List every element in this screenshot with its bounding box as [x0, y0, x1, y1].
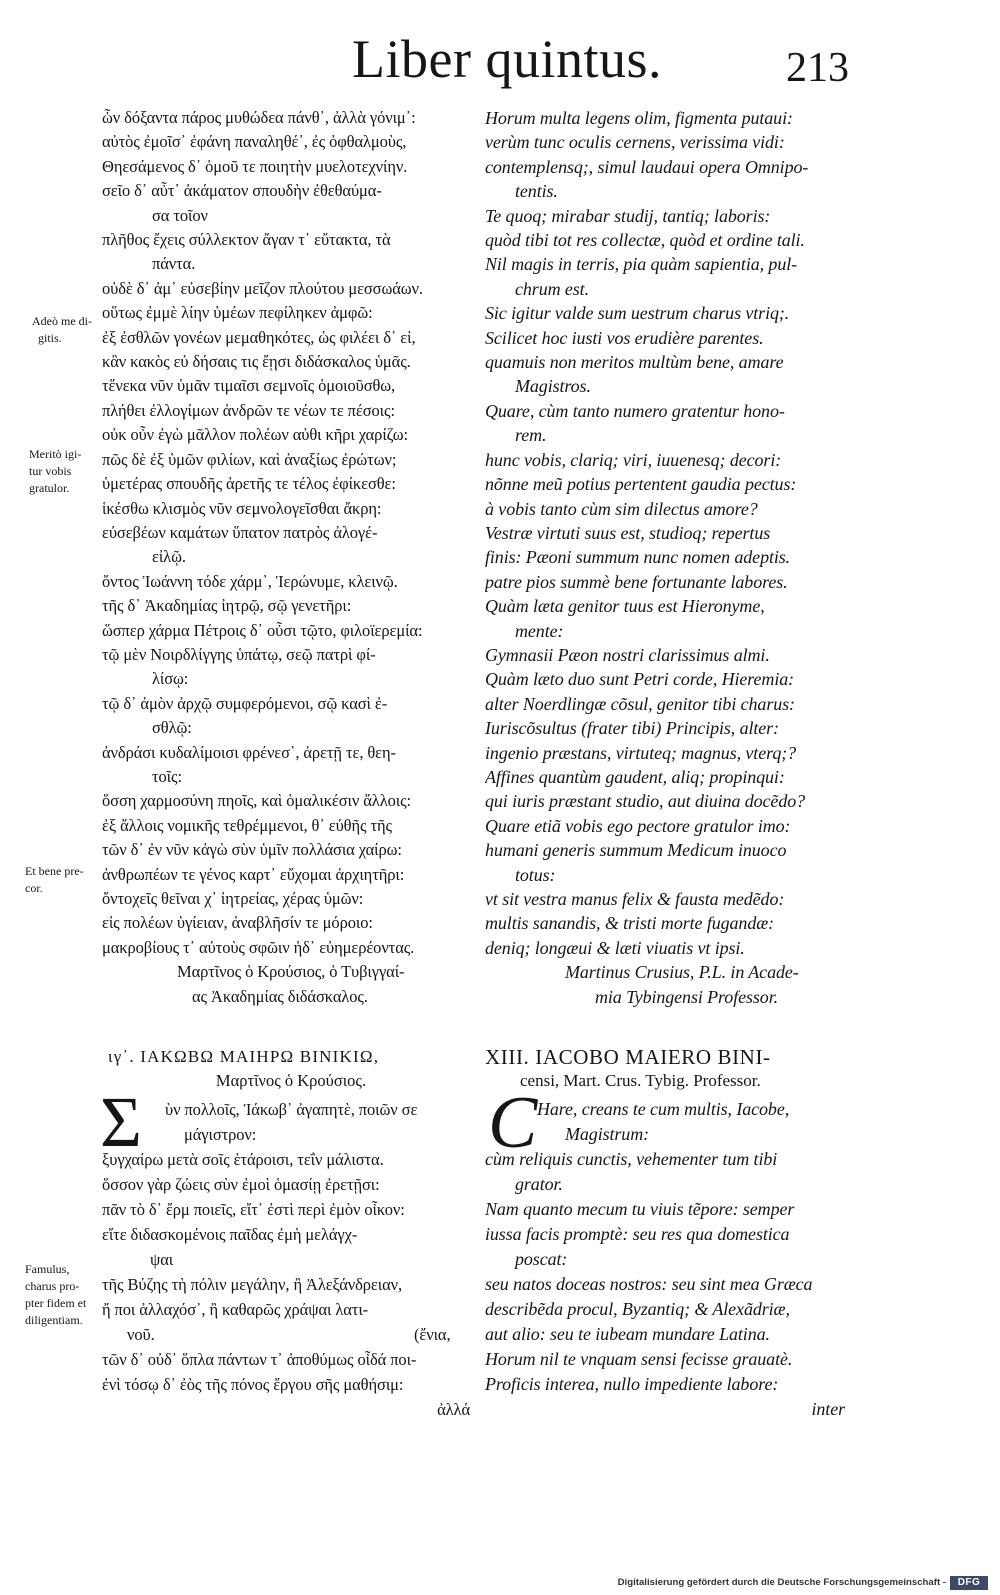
latin-verse-line: Quare, cùm tanto numero gratentur hono- — [485, 400, 785, 421]
greek-verse-line: σθλῷ: — [152, 718, 192, 738]
greek-verse-line: εἴτε διδασκομένοις παῖδας ἐμὴ μελάγχ- — [102, 1225, 358, 1244]
latin-heading-author: censi, Mart. Crus. Tybig. Professor. — [520, 1071, 761, 1090]
latin-verse-line: rem. — [515, 425, 547, 446]
latin-verse-line: aut alio: seu te iubeam mundare Latina. — [485, 1324, 770, 1344]
greek-verse-line: σεῖο δ᾽ αὖτ᾽ ἀκάματον σπουδὴν ἐθεθαύμα- — [102, 181, 382, 201]
page-number: 213 — [786, 45, 849, 91]
catchword: ἀλλά — [437, 1400, 470, 1419]
latin-verse-line: humani generis summum Medicum inuoco — [485, 840, 787, 861]
greek-verse-line: τῶν δ᾽ οὐδ᾽ ὅπλα πάντων τ᾽ ἀποθύμως οἶδά ποι- — [102, 1350, 417, 1369]
latin-verse-line: Proficis interea, nullo impediente labore: — [485, 1374, 779, 1394]
greek-verse-line: οὐκ οὖν ἐγὼ μᾶλλον πολέων αὐθι κῆρι χαρίζω: — [102, 425, 409, 445]
greek-verse-line: ἐξ ἄλλοις νομικῆς τεθρέμμενοι, θ᾽ εὐθῆς τῆς — [102, 815, 392, 835]
latin-verse-line: chrum est. — [515, 278, 589, 299]
latin-verse-line: Nam quanto mecum tu viuis tẽpore: semper — [485, 1199, 795, 1219]
latin-verse-line: Hare, creans te cum multis, Iacobe, — [537, 1099, 790, 1119]
margin-note-line: pter fidem et — [25, 1296, 87, 1310]
greek-verse-line: ἤ ποι ἀλλαχόσ᾽, ἢ καθαρῶς χράψαι λατι- — [102, 1300, 369, 1319]
greek-verse-line: ὅσση χαρμοσύνη πηοῖς, καὶ ὁμαλικέσιν ἄλλοις: — [102, 791, 412, 811]
greek-verse-line: ἱκέσθω κλισμὸς νῦν σεμνολογεῖσθαι ἄκρη: — [102, 498, 382, 518]
greek-verse-line: ἐξ ἐσθλῶν γονέων μεμαθηκότες, ὡς φιλέει δ᾽ εἰ, — [102, 327, 416, 347]
greek-heading-title: ιγ᾽. ΙΑΚΩΒΩ ΜΑΙΗΡΩ ΒΙΝΙΚΙΩ, — [108, 1047, 380, 1066]
greek-verse-line: ὧν δόξαντα πάρος μυθώδεα πάνθ᾽, ἀλλὰ γόνιμ᾽: — [102, 108, 416, 127]
margin-note-line: diligentiam. — [25, 1313, 83, 1327]
margin-note-line: Famulus, — [25, 1262, 70, 1276]
margin-note — [29, 446, 81, 497]
greek-verse-line: τῶν δ᾽ ἐν νῦν κἀγὼ σὺν ὑμῖν πολλάσια χαίρω: — [102, 840, 402, 860]
latin-verse-line: grator. — [515, 1174, 563, 1194]
greek-verse-line: εἰς πολέων ὑγίειαν, ἀναβλῆσίν τε μόροιο: — [102, 913, 373, 933]
greek-section-heading — [108, 1045, 474, 1093]
latin-verse-line: tentis. — [515, 181, 558, 202]
greek-verse-line: κἂν κακὸς εὐ δήσαις τις ἔῃσι διδάσκαλος ὑμᾶς. — [102, 352, 411, 372]
greek-verse-line: σα τοῖον — [152, 205, 208, 225]
greek-verse-line: ὺν πολλοῖς, Ἰάκωβ᾽ ἀγαπητὲ, ποιῶν σε — [165, 1100, 418, 1119]
greek-verse-line: ψαι — [150, 1250, 174, 1269]
latin-verse-line: Horum multa legens olim, figmenta putaui: — [485, 108, 793, 128]
latin-verse-line: quòd tibi tot res collectæ, quòd et ordine tali. — [485, 230, 805, 251]
latin-verse-line: quamuis non meritos multùm bene, amare — [485, 352, 784, 373]
latin-section-heading — [485, 1045, 849, 1093]
latin-verse-line: qui iuris præstant studio, aut diuina docẽdo? — [485, 791, 806, 812]
greek-column-poem — [102, 106, 474, 1009]
latin-verse-line: alter Noerdlingæ cõsul, genitor tibi charus: — [485, 693, 795, 714]
margin-note-line: gratulor. — [29, 481, 70, 495]
latin-verse-line: mente: — [515, 620, 564, 641]
greek-verse-line: τῷ μὲν Νοιρδλίγγης ὑπάτῳ, σεῷ πατρὶ φί- — [102, 644, 376, 664]
greek-verse-line: πλῆθος ἔχεις σύλλεκτον ἄγαν τ᾽ εὔτακτα, τὰ — [102, 230, 391, 250]
latin-verse-line: Affines quantùm gaudent, aliq; propinqui: — [485, 766, 785, 787]
latin-verse-line: patre pios summè bene fortunante labores. — [485, 571, 788, 592]
greek-heading-author: Μαρτῖνος ὁ Κρούσιος. — [215, 1071, 367, 1090]
greek-verse-line: τἕνεκα νῦν ὑμᾶν τιμαῖσι σεμνοῖς ὁμοιοῦσθω, — [102, 376, 396, 396]
latin-verse-line: Magistrum: — [565, 1124, 649, 1144]
latin-verse-line: vt sit vestra manus felix & fausta medẽdo: — [485, 889, 785, 909]
latin-verse-line: nõnne meũ potius pertentent gaudia pectus: — [485, 474, 797, 495]
greek-verse-line: τοῖς: — [152, 766, 182, 786]
latin-verse-line: Sic igitur valde sum uestrum charus vtriq;. — [485, 303, 790, 324]
margin-note-line: Et bene pre- — [25, 864, 84, 878]
latin-heading-title: XIII. IACOBO MAIERO BINI- — [485, 1045, 771, 1069]
greek-verse-line: πλήθει ἐλλογίμων ἀνδρῶν τε νέων τε πέσοις: — [102, 400, 395, 420]
latin-verse-line: describẽda procul, Byzantiq; & Alexãdriæ, — [485, 1299, 790, 1319]
greek-signature-line: Μαρτῖνος ὁ Κρούσιος, ὁ Τυβιγγαί- — [177, 962, 405, 982]
margin-note — [25, 1261, 86, 1329]
greek-verse-line: εἰλῷ. — [152, 547, 186, 567]
greek-verse-line: ὅσσον γὰρ ζώεις σὺν ἐμοὶ ὁμασίῃ ἐρετῇσι: — [102, 1175, 380, 1194]
greek-verse-line: λίσῳ: — [152, 669, 189, 689]
greek-verse-line: πάντα. — [152, 254, 196, 274]
latin-column-poem-2 — [485, 1097, 849, 1422]
latin-verse-line: deniq; longæui & læti viuatis vt ipsi. — [485, 937, 745, 958]
latin-verse-line: Scilicet hoc iusti vos erudière parentes. — [485, 327, 764, 348]
greek-verse-line: μακροβίους τ᾽ αὐτοὺς σφῶιν ἠδ᾽ εὐημερέοντας. — [102, 937, 415, 957]
greek-verse-line: τῷ δ᾽ ἀμὸν ἀρχῷ συμφερόμενοι, σῷ κασὶ ἐ- — [102, 693, 388, 713]
latin-verse-line: Quàm læta genitor tuus est Hieronyme, — [485, 596, 765, 617]
latin-verse-line: cùm reliquis cunctis, vehementer tum tibi — [485, 1149, 778, 1169]
greek-verse-line: πᾶν τὸ δ᾽ ἔρμ ποιεῖς, εἴτ᾽ ἐστὶ περὶ ἐμὸν οἶκον: — [102, 1200, 405, 1219]
latin-signature-line: mia Tybingensi Professor. — [595, 986, 779, 1007]
latin-verse-line: Nil magis in terris, pia quàm sapientia, pul- — [485, 254, 798, 275]
dfg-logo: DFG — [950, 1576, 988, 1590]
greek-drop-cap: Σ — [100, 1082, 142, 1162]
margin-note-line: tur vobis — [29, 464, 72, 478]
margin-note-line: gitis. — [38, 331, 62, 345]
greek-verse-line: ξυγχαίρω μετὰ σοῖς ἑτάροισι, τεΐν μάλιστα. — [102, 1150, 384, 1169]
latin-verse-line: poscat: — [515, 1249, 568, 1269]
latin-verse-line: Magistros. — [515, 376, 591, 397]
greek-column-poem-2 — [102, 1097, 474, 1422]
catchword: inter — [811, 1399, 845, 1419]
greek-verse-line: τῆς δ᾽ Ἀκαδημίας ἰητρῷ, σῷ γενετῆρι: — [102, 596, 352, 616]
latin-signature-line: Martinus Crusius, P.L. in Acade- — [565, 962, 799, 983]
running-head: Liber quintus. — [352, 29, 662, 89]
greek-verse-line: ἀνθρωπέων τε γένος καρτ᾽ εὔχομαι ἀρχιητῆρι: — [102, 864, 405, 884]
greek-verse-line: τῆς Βύζης τὴ πόλιν μεγάλην, ἢ Ἀλεξάνδρειαν, — [102, 1275, 403, 1294]
greek-verse-line: ὄντος Ἰωάννη τόδε χάρμ᾽, Ἱερώνυμε, κλεινῷ. — [102, 571, 398, 591]
greek-verse-line: αὐτὸς ἐμοῖσ᾽ ἐφάνη παναληθέ᾽, ἐς ὀφθαλμοὺς, — [102, 132, 407, 152]
margin-note-line: Meritò igi- — [29, 447, 82, 461]
greek-verse-line: Θηεσάμενος δ᾽ ὁμοῦ τε ποιητὴν μυελοτεχνίην. — [102, 156, 408, 176]
digitization-credit: Digitalisierung gefördert durch die Deutsche Forschungsgemeinschaft - — [617, 1577, 946, 1588]
margin-note-line: Adeò me di- — [32, 314, 92, 328]
latin-verse-line: Horum nil te vnquam sensi fecisse grauatè. — [485, 1349, 793, 1369]
latin-verse-line: contemplensq;, simul laudaui opera Omnipo- — [485, 156, 809, 177]
greek-verse-line: ἀνδράσι κυδαλίμοισι φρένεσ᾽, ἀρετῇ τε, θεη- — [102, 742, 396, 762]
greek-verse-line: πῶς δὲ ἐξ ὑμῶν φιλίων, καὶ ἀναξίως ἐρώτων; — [102, 449, 397, 469]
latin-column-poem — [485, 106, 849, 1009]
margin-note — [32, 313, 92, 347]
latin-verse-line: Vestræ virtuti suus est, studioq; repertus — [485, 522, 771, 543]
greek-verse-fragment: νοῦ. — [127, 1325, 155, 1344]
latin-verse-line: Quàm læto duo sunt Petri corde, Hieremia: — [485, 669, 795, 690]
greek-verse-line-with-turnover — [102, 1322, 474, 1347]
margin-note — [25, 863, 84, 897]
greek-verse-line: οὕτως ἐμμὲ λίην ὑμέων πεφίληκεν ἀμφῶ: — [102, 303, 373, 323]
margin-note-line: cor. — [25, 881, 43, 895]
latin-drop-cap: C — [488, 1082, 538, 1164]
greek-verse-line: εὐσεβέων καμάτων ὕπατον πατρὸς ἀλογέ- — [102, 522, 378, 542]
latin-verse-line: Te quoq; mirabar studij, tantiq; laboris: — [485, 205, 771, 226]
latin-verse-line: Quare etiã vobis ego pectore gratulor imo: — [485, 815, 791, 836]
turnover-word: (ἔνια, — [414, 1325, 451, 1344]
latin-verse-line: ingenio præstans, virtuteq; magnus, vterq;? — [485, 742, 797, 763]
latin-verse-line: totus: — [515, 864, 556, 885]
greek-verse-line: ἐνὶ τόσῳ δ᾽ ἐὸς τῆς πόνος ἔργου σῆς μαθήσιμ: — [102, 1375, 404, 1394]
latin-verse-line: Gymnasii Pæon nostri clarissimus almi. — [485, 644, 770, 665]
latin-verse-line: hunc vobis, clariq; viri, iuuenesq; decori: — [485, 449, 782, 470]
latin-verse-line: Iuriscõsultus (frater tibi) Principis, alter: — [485, 718, 779, 739]
latin-verse-line: iussa facis promptè: seu res qua domestica — [485, 1224, 790, 1244]
latin-verse-line: multis sanandis, & tristi morte fugandæ: — [485, 913, 775, 934]
latin-verse-line: verùm tunc oculis cernens, verissima vidi: — [485, 132, 785, 153]
greek-verse-line: ὄντοχεῖς θεῖναι χ᾽ ἰητρείας, χέρας ὑμῶν: — [102, 889, 364, 908]
margin-note-line: charus pro- — [25, 1279, 80, 1293]
greek-verse-line: ὥσπερ χάρμα Πέτροις δ᾽ οὖσι τῷτο, φιλοϊερεμία: — [102, 620, 423, 640]
latin-verse-line: finis: Pæoni summum nunc nomen adeptis. — [485, 547, 791, 568]
greek-verse-line: μάγιστρον: — [184, 1125, 257, 1144]
latin-verse-line: seu natos doceas nostros: seu sint mea Græca — [485, 1274, 813, 1294]
latin-verse-line: à vobis tanto cùm sim dilectus amore? — [485, 498, 758, 519]
greek-verse-line: ὑμετέρας σπουδῆς ἀρετῆς τε τέλος ἐφίκεσθε: — [102, 474, 396, 494]
greek-signature-line: ας Ἀκαδημίας διδάσκαλος. — [192, 986, 368, 1006]
greek-verse-line: οὐδὲ δ᾽ ἀμ᾽ εὐσεβίην μεῖζον πλούτου μεσσωάων. — [102, 278, 423, 298]
